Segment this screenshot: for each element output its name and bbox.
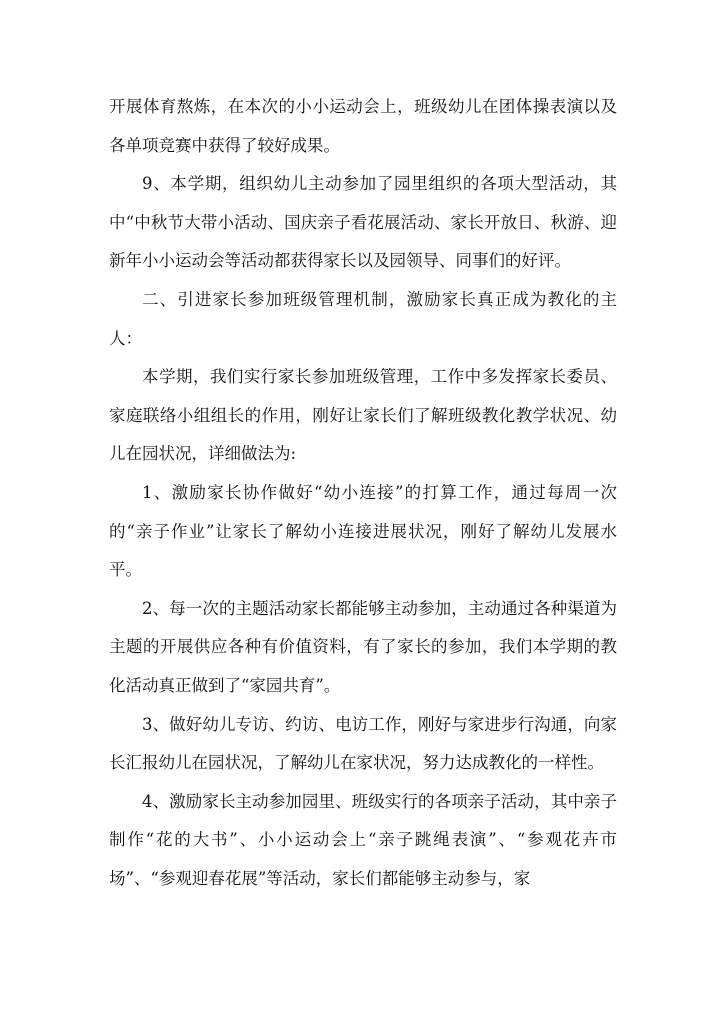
paragraph-2: 9、本学期，组织幼儿主动参加了园里组织的各项大型活动，其中“中秋节大带小活动、国庆亲子看花展活动、家长开放日、秋游、迎新年小小运动会等活动都获得家长以及园领导、同事们的好评。 [109,174,617,271]
body-text [109,88,617,898]
paragraph-3: 二、引进家长参加班级管理机制，激励家长真正成为教化的主人： [109,289,617,348]
paragraph-5: 1、激励家长协作做好“幼小连接”的打算工作，通过每周一次的“亲子作业”让家长了解幼小连接进展状况，刚好了解幼儿发展水平。 [109,482,617,580]
paragraph-7: 3、做好幼儿专访、约访、电访工作，刚好与家进步行沟通，向家长汇报幼儿在园状况，了解幼儿在家状况，努力达成教化的一样性。 [109,714,617,773]
paragraph-4: 本学期，我们实行家长参加班级管理，工作中多发挥家长委员、家庭联络小组组长的作用，刚好让家长们了解班级教化教学状况、幼儿在园状况，详细做法为: [109,367,617,464]
paragraph-6: 2、每一次的主题活动家长都能够主动参加，主动通过各种渠道为主题的开展供应各种有价值资料，有了家长的参加，我们本学期的教化活动真正做到了“家园共育”。 [109,598,617,695]
paragraph-1: 开展体育熬炼，在本次的小小运动会上，班级幼儿在团体操表演以及各单项竞赛中获得了较好成果。 [109,97,617,155]
paragraph-8: 4、激励家长主动参加园里、班级实行的各项亲子活动，其中亲子制作“花的大书”、小小运动会上“亲子跳绳表演”、“参观花卉市场”、“参观迎春花展”等活动，家长们都能够主动参与，家 [109,791,617,888]
